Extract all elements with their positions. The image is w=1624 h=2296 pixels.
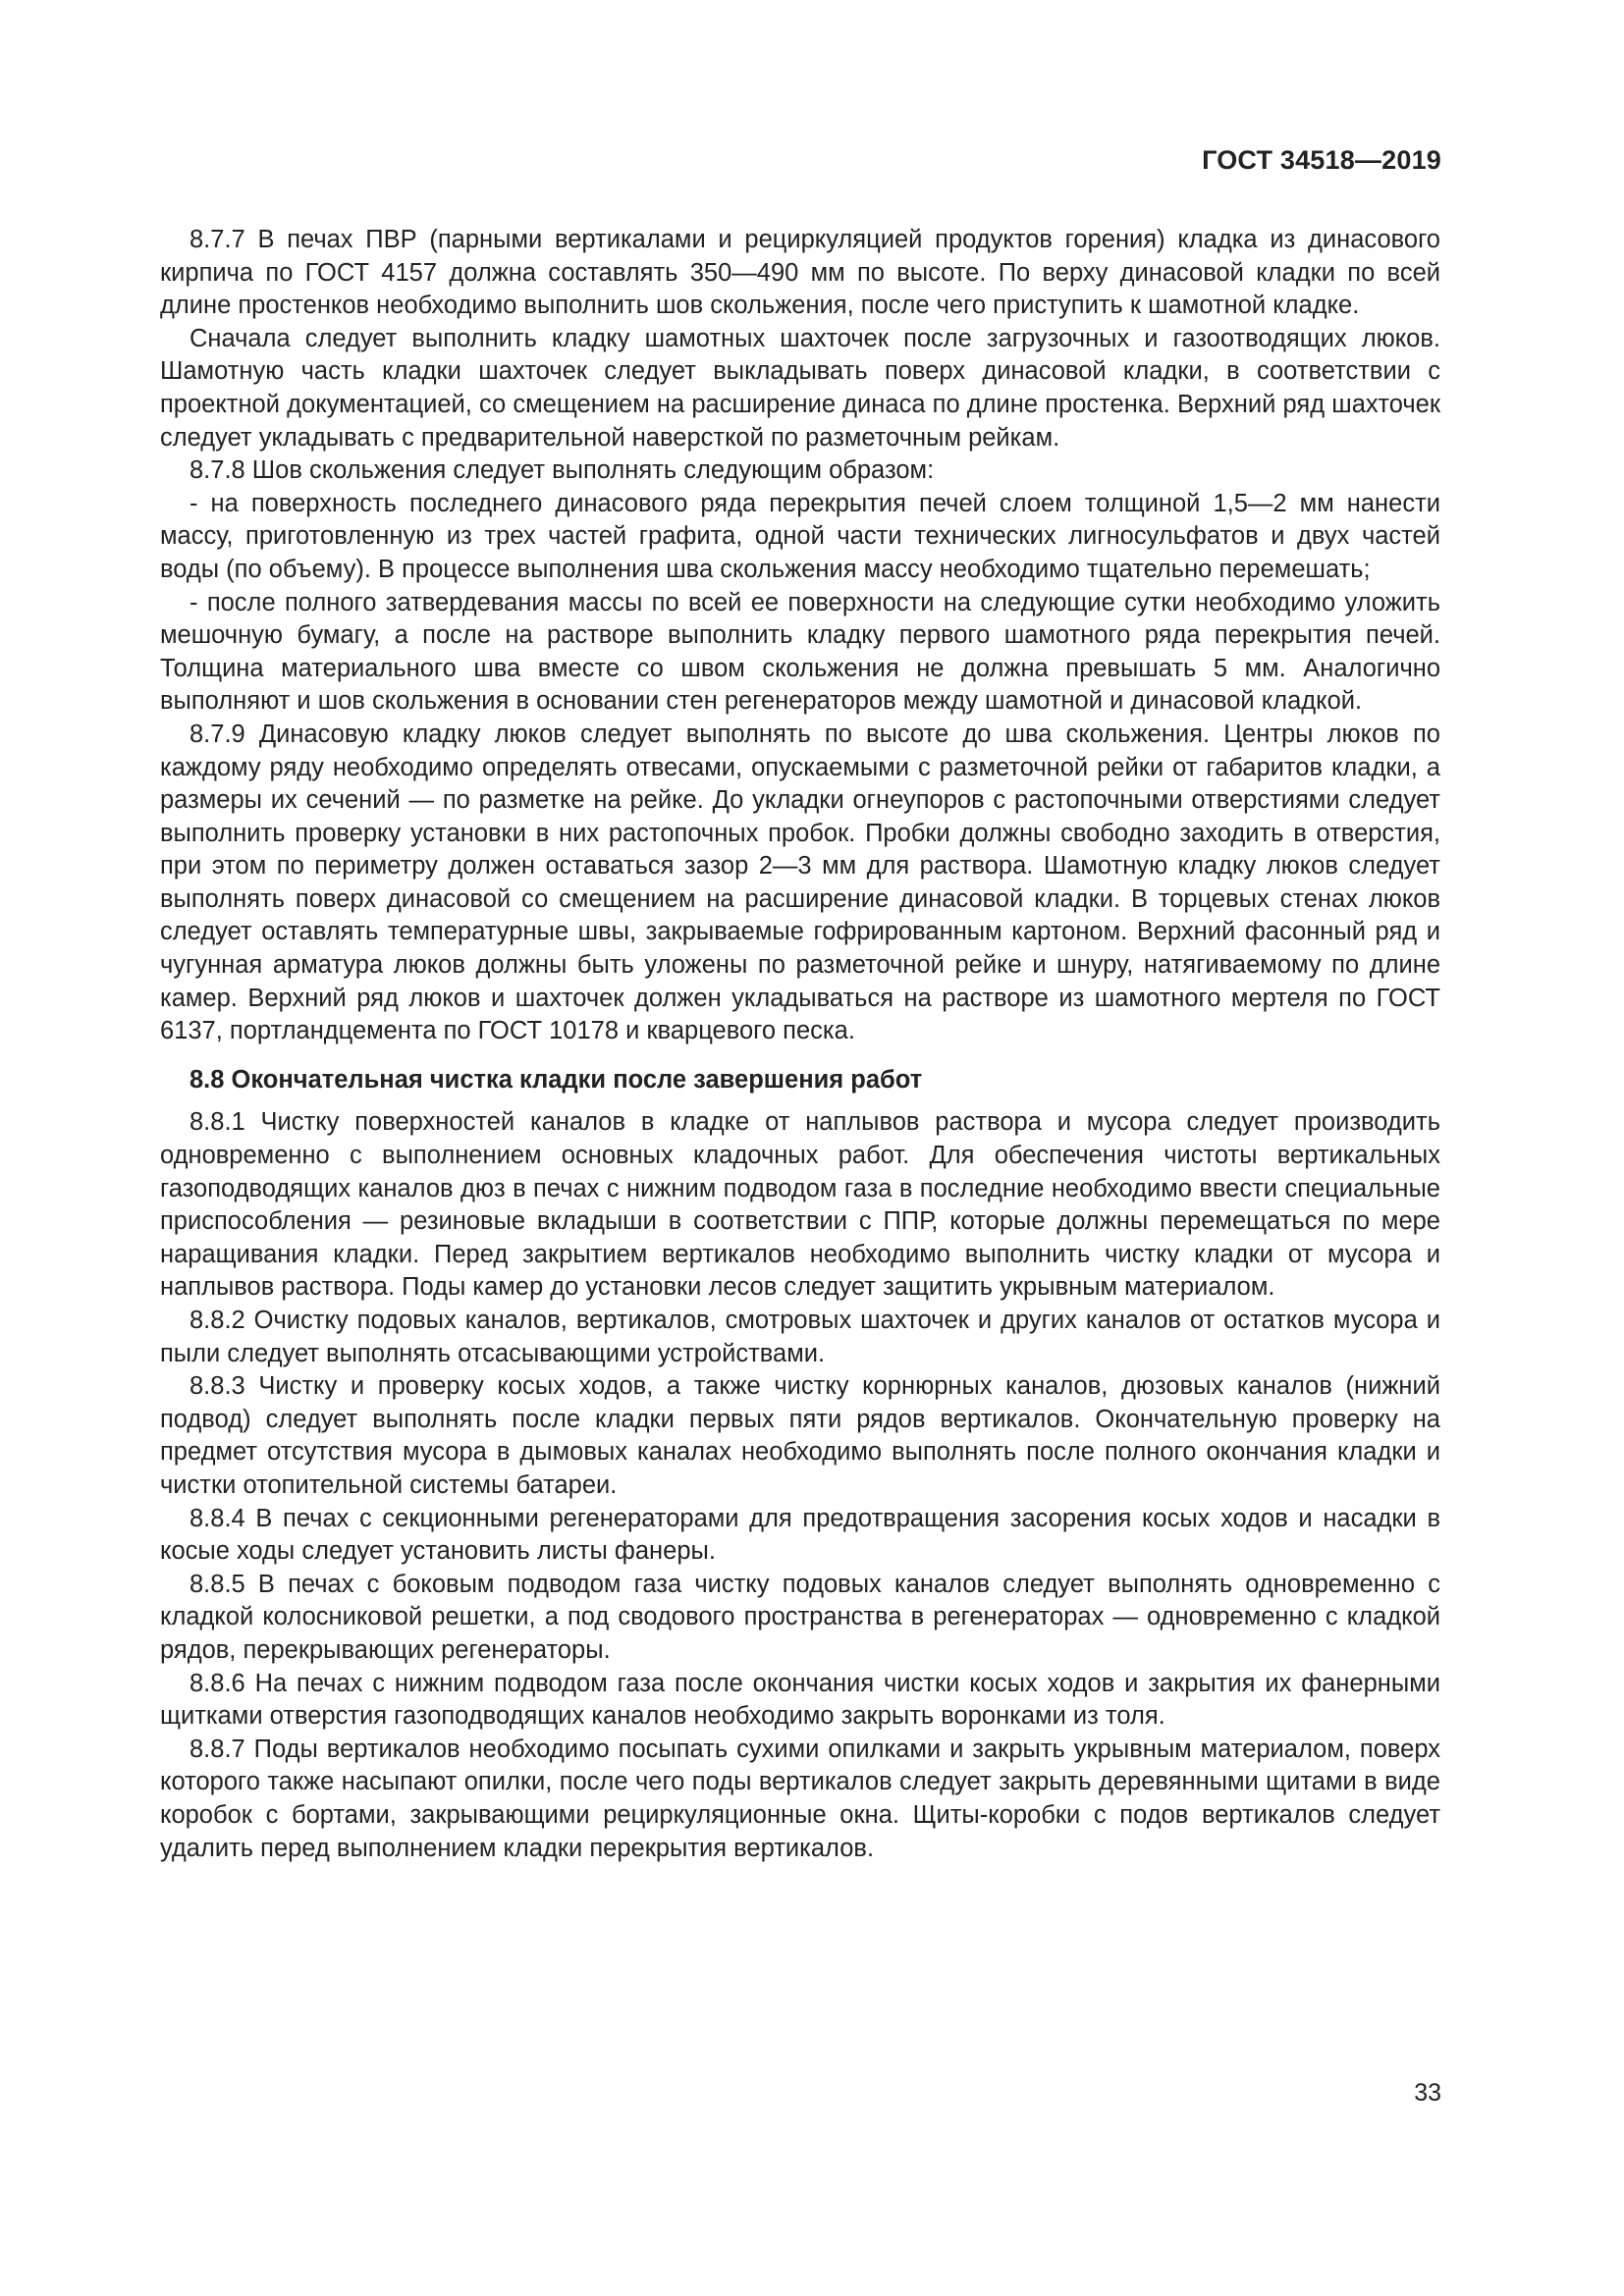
document-code-header: ГОСТ 34518—2019 [1202,145,1441,175]
paragraph-8-8-5: 8.8.5 В печах с боковым подводом газа чистку подовых каналов следует выполнять одновременно с кладкой колосниковой решетки, а под сводового пространства в регенераторах — одновременно с кладкой рядов, перекрывающих регенераторы. [160,1570,1440,1664]
paragraph-8-7-9: 8.7.9 Динасовую кладку люков следует выполнять по высоте до шва скольжения. Центры люков по каждому ряду необходимо определять отвесами, опускаемыми с разметочной рейки от габаритов кладки, а размеры их сечений — по разметке на рейке. До укладки огнеупоров с растопочными отверстиями следует выполнить проверку установки в них растопочных пробок. Пробки должны свободно заходить в отверстия, при этом по периметру должен оставаться зазор 2—3 мм для раствора. Шамотную кладку люков следует выполнять поверх динасовой со смещением на расширение динасовой кладки. В торцевых стенах люков следует оставлять температурные швы, закрываемые гофрированным картоном. Верхний фасонный ряд и чугунная арматура люков должны быть уложены по разметочной рейке и шнуру, натягиваемому по длине камер. Верхний ряд люков и шахточек должен укладываться на растворе из шамотного мертеля по ГОСТ 6137, портландцемента по ГОСТ 10178 и кварцевого песка. [160,720,1440,1045]
list-item-8-7-8-b: - после полного затвердевания массы по всей ее поверхности на следующие сутки необходимо уложить мешочную бумагу, а после на растворе выполнить кладку первого шамотного ряда перекрытия печей. Толщина материального шва вместе со швом скольжения не должна превышать 5 мм. Аналогично выполняют и шов скольжения в основании стен регенераторов между шамотной и динасовой кладкой. [160,588,1440,716]
document-body [160,224,1440,1865]
paragraph-8-7-8: 8.7.8 Шов скольжения следует выполнять следующим образом: [189,456,935,485]
paragraph-8-7-7: 8.7.7 В печах ПВР (парными вертикалами и рециркуляцией продуктов горения) кладка из динасового кирпича по ГОСТ 4157 должна составлять 350—490 мм по высоте. По верху динасовой кладки по всей длине простенков необходимо выполнить шов скольжения, после чего приступить к шамотной кладке. [160,226,1440,320]
paragraph-8-8-3: 8.8.3 Чистку и проверку косых ходов, а также чистку корнюрных каналов, дюзовых каналов (нижний подвод) следует выполнять после кладки первых пяти рядов вертикалов. Окончательную проверку на предмет отсутствия мусора в дымовых каналах необходимо выполнять после полного окончания кладки и чистки отопительной системы батареи. [160,1372,1440,1499]
page-number: 33 [1414,2079,1441,2107]
section-heading-8-8: 8.8 Окончательная чистка кладки после завершения работ [189,1065,923,1094]
paragraph-8-8-4: 8.8.4 В печах с секционными регенераторами для предотвращения засорения косых ходов и насадки в косые ходы следует установить листы фанеры. [160,1504,1440,1566]
paragraph-8-8-2: 8.8.2 Очистку подовых каналов, вертикалов, смотровых шахточек и других каналов от остатков мусора и пыли следует выполнять отсасывающими устройствами. [160,1307,1440,1367]
paragraph-8-8-1: 8.8.1 Чистку поверхностей каналов в кладке от наплывов раствора и мусора следует производить одновременно с выполнением основных кладочных работ. Для обеспечения чистоты вертикальных газоподводящих каналов дюз в печах с нижним подводом газа в последние необходимо ввести специальные приспособления — резиновые вкладыши в соответствии с ППР, которые должны перемещаться по мере наращивания кладки. Перед закрытием вертикалов необходимо выполнить чистку кладки от мусора и наплывов раствора. Поды камер до установки лесов следует защитить укрывным материалом. [160,1108,1440,1302]
paragraph-8-7-7-cont: Сначала следует выполнить кладку шамотных шахточек после загрузочных и газоотводящих люков. Шамотную часть кладки шахточек следует выкладывать поверх динасовой кладки, в соответствии с проектной документацией, со смещением на расширение динаса по длине простенка. Верхний ряд шахточек следует укладывать с предварительной наверсткой по разметочным рейкам. [160,324,1440,452]
paragraph-8-8-7: 8.8.7 Поды вертикалов необходимо посыпать сухими опилками и закрыть укрывным материалом, поверх которого также насыпают опилки, после чего поды вертикалов следует закрыть деревянными щитами в виде коробок с бортами, закрывающими рециркуляционные окна. Щиты-коробки с подов вертикалов следует удалить перед выполнением кладки перекрытия вертикалов. [160,1735,1440,1862]
paragraph-8-8-6: 8.8.6 На печах с нижним подводом газа после окончания чистки косых ходов и закрытия их фанерными щитками отверстия газоподводящих каналов необходимо закрыть воронками из толя. [160,1669,1440,1731]
list-item-8-7-8-a: - на поверхность последнего динасового ряда перекрытия печей слоем толщиной 1,5—2 мм нанести массу, приготовленную из трех частей графита, одной части технических лигносульфатов и двух частей воды (по объему). В процессе выполнения шва скольжения массу необходимо тщательно перемешать; [160,489,1440,583]
